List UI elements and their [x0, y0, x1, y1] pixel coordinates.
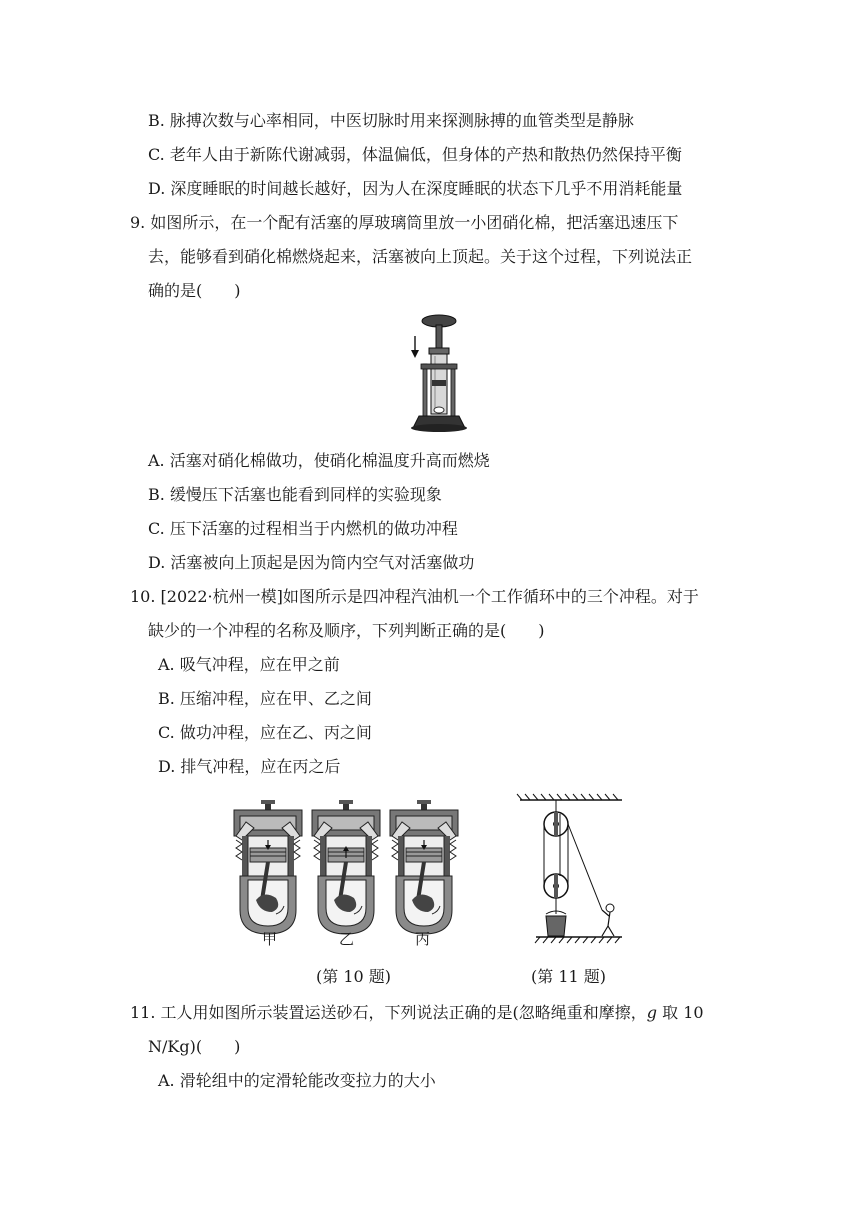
- q11-option-a: A. 滑轮组中的定滑轮能改变拉力的大小: [158, 1071, 436, 1090]
- q10-option-d: D. 排气冲程，应在丙之后: [158, 757, 341, 776]
- q9-stem-line1: 9. 如图所示，在一个配有活塞的厚玻璃筒里放一小团硝化棉，把活塞迅速压下: [130, 213, 679, 232]
- engine-label-bing: 丙: [415, 930, 431, 948]
- q11-stem-pre: 11. 工人用如图所示装置运送砂石，下列说法正确的是(忽略绳重和摩擦，: [130, 1003, 647, 1022]
- glass-cylinder-piston-figure: [395, 312, 475, 434]
- q10-stem-line2: 缺少的一个冲程的名称及顺序，下列判断正确的是( ): [148, 621, 545, 640]
- q10-stem-line1: 10. [2022·杭州一模]如图所示是四冲程汽油机一个工作循环中的三个冲程。对于: [130, 587, 699, 606]
- engine-label-jia: 甲: [262, 930, 278, 948]
- q9-option-d: D. 活塞被向上顶起是因为筒内空气对活塞做功: [148, 553, 475, 572]
- q11-stem-g-symbol: g: [646, 1003, 658, 1022]
- q9-stem-line3: 确的是( ): [148, 281, 241, 300]
- q11-stem-line2: N/Kg)( ): [148, 1037, 241, 1056]
- q11-stem-post: 取 10: [657, 1003, 704, 1022]
- q10-option-b: B. 压缩冲程，应在甲、乙之间: [158, 689, 372, 708]
- q10-option-a: A. 吸气冲程，应在甲之前: [158, 655, 340, 674]
- q9-option-a: A. 活塞对硝化棉做功，使硝化棉温度升高而燃烧: [148, 451, 490, 470]
- pulley-system-figure: [516, 792, 626, 948]
- q11-figure-caption: (第 11 题): [531, 967, 607, 986]
- q9-option-b: B. 缓慢压下活塞也能看到同样的实验现象: [148, 485, 442, 504]
- q10-option-c: C. 做功冲程，应在乙、丙之间: [158, 723, 372, 742]
- engine-label-yi: 乙: [339, 930, 355, 948]
- q10-figure-caption: (第 10 题): [316, 967, 392, 986]
- q8-option-c: C. 老年人由于新陈代谢减弱，体温偏低，但身体的产热和散热仍然保持平衡: [148, 145, 682, 164]
- q11-stem-line1: [130, 1002, 704, 1024]
- q8-option-b: B. 脉搏次数与心率相同，中医切脉时用来探测脉搏的血管类型是静脉: [148, 111, 634, 130]
- q9-stem-line2: 去，能够看到硝化棉燃烧起来，活塞被向上顶起。关于这个过程，下列说法正: [148, 247, 693, 266]
- q9-option-c: C. 压下活塞的过程相当于内燃机的做功冲程: [148, 519, 458, 538]
- q8-option-d: D. 深度睡眠的时间越长越好，因为人在深度睡眠的状态下几乎不用消耗能量: [148, 179, 683, 198]
